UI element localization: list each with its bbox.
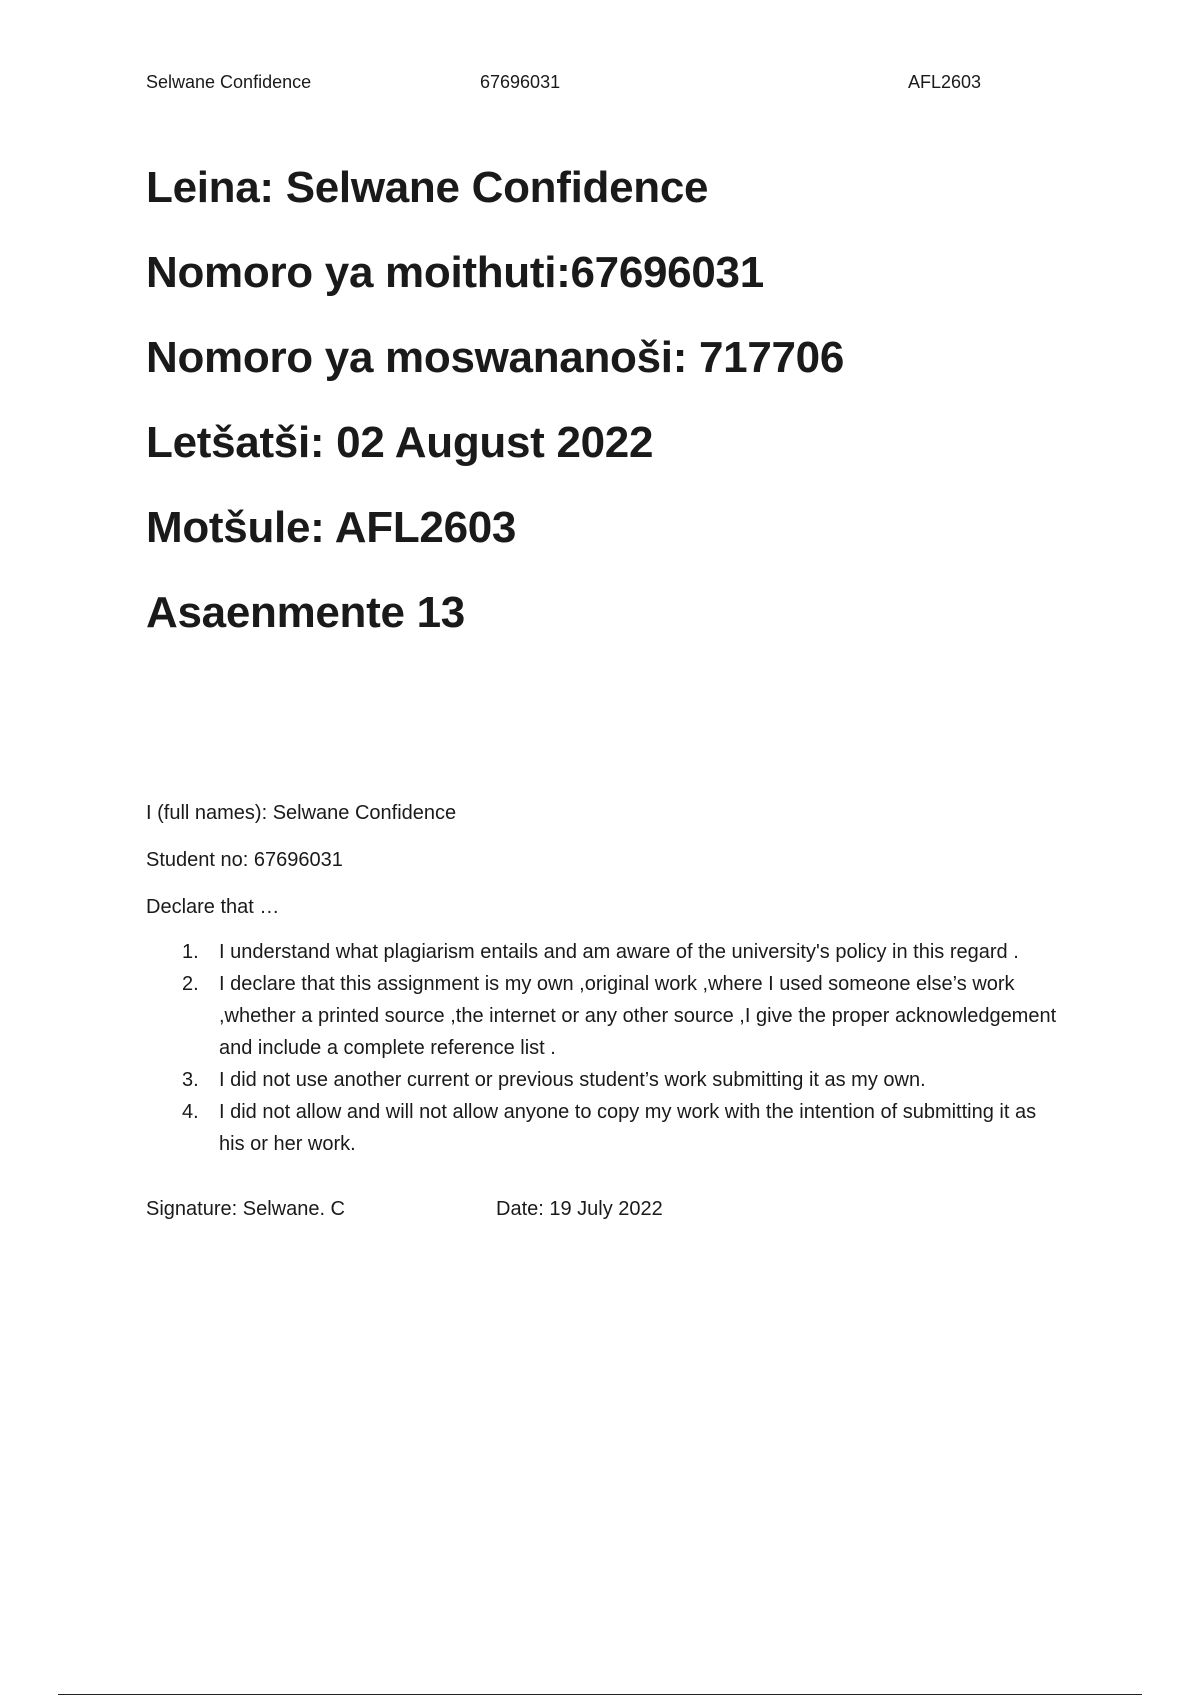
list-item-number: 1. [182,941,199,963]
signature-text: Signature: Selwane. C [146,1198,346,1220]
list-item-text: I did not allow and will not allow anyone to copy my work with the intention of submitting it as his or her work. [219,1101,1037,1155]
declare-line: Declare that … [146,896,280,918]
header-module-code: AFL2603 [908,72,982,92]
title-date-line: Letšatši: 02 August 2022 [146,418,654,467]
signature-row [146,1194,1066,1224]
title-student-number-line: Nomoro ya moithuti:67696031 [146,248,764,297]
list-item-text: I understand what plagiarism entails and am aware of the university's policy in this regard . [219,941,1019,963]
title-participant-number-line: Nomoro ya moswananoši: 717706 [146,333,845,382]
declaration-list [146,936,1066,1160]
page-header [146,72,1046,96]
title-assignment-line: Asaenmente 13 [146,588,465,637]
list-item [146,1064,1066,1096]
list-item [146,968,1066,1064]
list-item-text: I did not use another current or previous student’s work submitting it as my own. [219,1069,926,1091]
list-item-number: 3. [182,1069,199,1091]
header-student-number: 67696031 [480,72,561,92]
plagiarism-declaration [146,800,1066,1224]
title-name-line: Leina: Selwane Confidence [146,163,709,212]
list-item-text: I declare that this assignment is my own ,original work ,where I used someone else’s work ,whether a printed source ,the internet or any other source ,I give the proper acknowledgement and include a complete reference list . [219,973,1057,1059]
list-item-number: 2. [182,973,199,995]
list-item-number: 4. [182,1101,199,1123]
full-names-line: I (full names): Selwane Confidence [146,802,457,824]
list-item [146,1096,1066,1160]
title-module-line: Motšule: AFL2603 [146,503,517,552]
list-item [146,936,1066,968]
signature-date: Date: 19 July 2022 [496,1198,663,1220]
footer-divider [58,1694,1142,1695]
student-no-line: Student no: 67696031 [146,849,343,871]
header-name: Selwane Confidence [146,72,312,92]
title-block [146,145,1146,655]
